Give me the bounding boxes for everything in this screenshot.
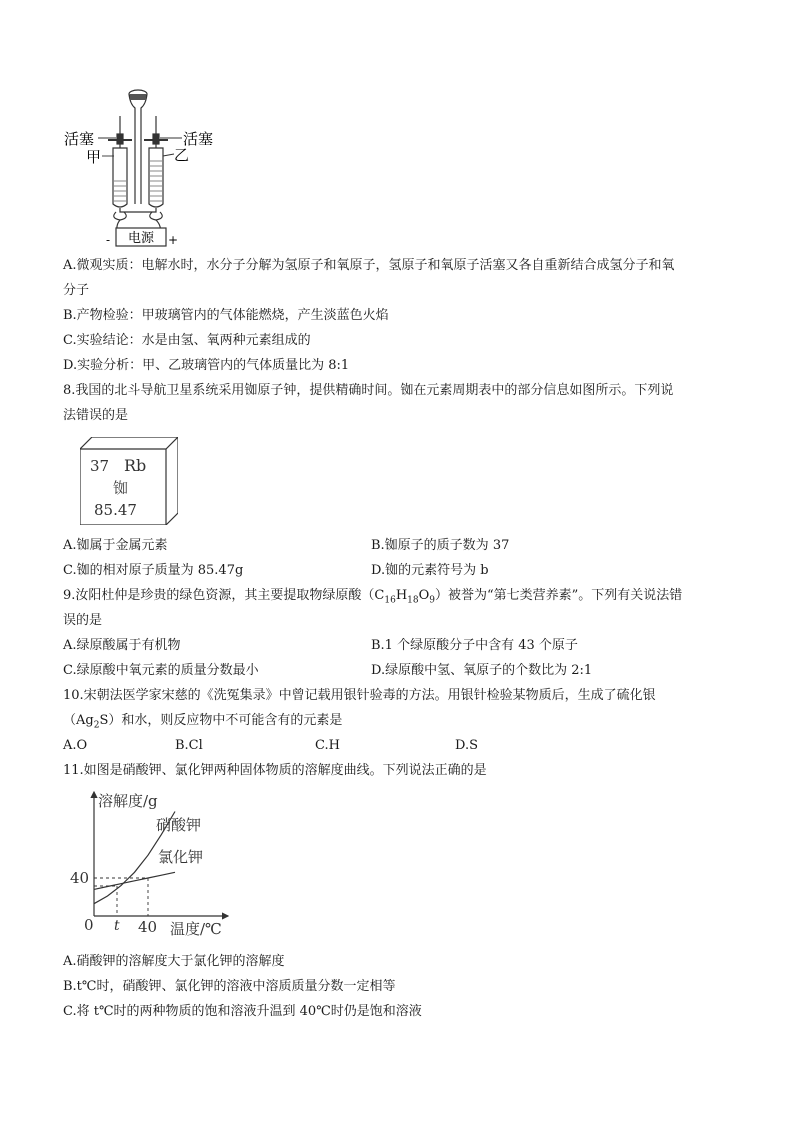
q11-option-b: B.t℃时，硝酸钾、氯化钾的溶液中溶质质量分数一定相等: [63, 979, 396, 994]
q8-option-b: B.铷原子的质子数为 37: [371, 538, 510, 553]
q11-option-a: A.硝酸钾的溶解度大于氯化钾的溶解度: [63, 954, 285, 969]
kcl-solubility-curve: [94, 872, 175, 889]
q9-option-a: A.绿原酸属于有机物: [63, 638, 181, 653]
x-tick-t: t: [114, 918, 120, 934]
y-tick-40: 40: [70, 869, 90, 887]
tube-label-yi: 乙: [174, 146, 190, 164]
element-name: 铷: [113, 479, 129, 497]
q10-option-d: D.S: [455, 738, 478, 753]
element-symbol: Rb: [124, 456, 147, 475]
formula-h-subscript: 18: [407, 595, 419, 606]
q9-stem-post: ）被誉为“第七类营养素”。下列有关说法错: [435, 588, 683, 603]
formula-o-subscript: 9: [429, 595, 436, 606]
q10-stem-line1: 10.宋朝法医学家宋慈的《洗冤集录》中曾记载用银针验毒的方法。用银针检验某物质后，生成了硫化银: [63, 688, 656, 703]
formula-h: H: [395, 588, 408, 603]
q10-option-c: C.H: [315, 738, 340, 753]
q7-option-d: D.实验分析：甲、乙玻璃管内的气体质量比为 8:1: [63, 358, 350, 373]
tube-jia-icon: [108, 116, 132, 207]
q7-option-a-line1: A.微观实质：电解水时，水分子分解为氢原子和氧原子，氢原子和氧原子活塞又各自重新结合成氢分子和氧: [63, 258, 675, 273]
power-plus-sign: +: [168, 233, 179, 247]
tube-label-jia: 甲: [86, 148, 102, 166]
q7-option-a-line2: 分子: [63, 283, 90, 298]
q11-stem: 11.如图是硝酸钾、氯化钾两种固体物质的溶解度曲线。下列说法正确的是: [63, 763, 487, 778]
q11-option-c: C.将 t℃时的两种物质的饱和溶液升温到 40℃时仍是饱和溶液: [63, 1004, 422, 1019]
electrolysis-apparatus-figure: [60, 86, 240, 248]
q10-stem-pre: （Ag: [63, 713, 94, 728]
q7-option-c: C.实验结论：水是由氢、氧两种元素组成的: [63, 333, 311, 348]
valve-label-right: 活塞: [183, 130, 214, 148]
element-atomic-mass: 85.47: [94, 501, 137, 519]
valve-label-left: 活塞: [64, 130, 95, 148]
formula-c-subscript: 16: [384, 595, 396, 606]
liquid-hatch: [114, 161, 162, 201]
q8-option-c: C.铷的相对原子质量为 85.47g: [63, 563, 244, 578]
q8-option-d: D.铷的元素符号为 b: [371, 563, 489, 578]
series-label-kno3: 硝酸钾: [156, 816, 202, 834]
q9-option-b: B.1 个绿原酸分子中含有 43 个原子: [371, 638, 578, 653]
q8-stem-line1: 8.我国的北斗导航卫星系统采用铷原子钟，提供精确时间。铷在元素周期表中的部分信息如图所示。下列说: [63, 383, 674, 398]
q7-option-b: B.产物检验：甲玻璃管内的气体能燃烧，产生淡蓝色火焰: [63, 308, 389, 323]
q9-option-c: C.绿原酸中氧元素的质量分数最小: [63, 663, 259, 678]
formula-o: O: [418, 588, 430, 603]
q9-option-d: D.绿原酸中氢、氧原子的个数比为 2:1: [371, 663, 593, 678]
q9-stem-line2: 误的是: [63, 613, 103, 628]
ag2s-subscript: 2: [93, 720, 100, 731]
reservoir-icon: [129, 90, 147, 204]
q10-option-b: B.Cl: [175, 738, 203, 753]
q9-stem-line1: [63, 588, 682, 604]
q10-option-a: A.O: [63, 738, 88, 753]
q10-stem-line2: [63, 713, 342, 729]
q9-stem-pre: 9.汝阳杜仲是珍贵的绿色资源，其主要提取物绿原酸（C: [63, 588, 385, 603]
power-minus-sign: -: [106, 233, 111, 247]
series-label-kcl: 氯化钾: [158, 848, 204, 866]
rubidium-element-cell: [80, 437, 178, 525]
power-source-label: 电源: [127, 231, 155, 246]
q8-stem-line2: 法错误的是: [63, 408, 129, 423]
q8-option-a: A.铷属于金属元素: [63, 538, 168, 553]
x-axis-label: 温度/℃: [170, 920, 222, 938]
q10-stem-post: S）和水，则反应物中不可能含有的元素是: [99, 713, 343, 728]
x-tick-origin: 0: [84, 916, 94, 934]
tube-yi-icon: [144, 116, 168, 207]
y-axis-label: 溶解度/g: [98, 792, 158, 810]
element-atomic-number: 37: [90, 457, 110, 475]
x-tick-40: 40: [138, 918, 158, 936]
solubility-chart: [64, 788, 234, 940]
